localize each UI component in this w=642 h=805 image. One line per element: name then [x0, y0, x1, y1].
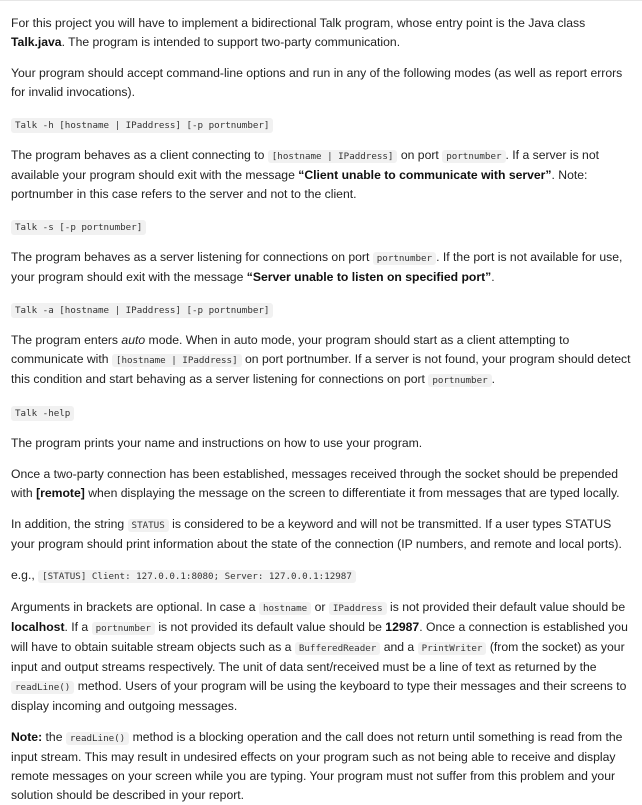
top-divider	[0, 0, 642, 1]
inline-code: BufferedReader	[295, 642, 380, 655]
status-example: e.g., [STATUS] Client: 127.0.0.1:8080; Server: 127.0.0.1:12987	[11, 566, 635, 586]
default-port: 12987	[385, 620, 420, 634]
remote-tag: [remote]	[36, 486, 85, 500]
client-description: The program behaves as a client connecting to [hostname | IPaddress] on port portnumber . If a server is not available your program should exit with the message “Client unable to communicate with server”. Note: portnumber in this case refers to the server and not to the client.	[11, 148, 599, 201]
inline-code: portnumber	[373, 252, 436, 265]
help-command-code: Talk -help	[11, 406, 74, 421]
auto-keyword: auto	[121, 333, 146, 347]
auto-description: The program enters auto mode. When in auto mode, your program should start as a client attempting to communicate with [hostname | IPaddress] on port portnumber. If a server is not found, your program should detect this condition and start behaving as a server listening for connections on port portnumber .	[11, 333, 631, 386]
server-command-code: Talk -s [-p portnumber]	[11, 220, 146, 235]
inline-code: STATUS	[128, 519, 169, 532]
help-command	[11, 402, 635, 422]
server-error-message: “Server unable to listen on specified port”	[246, 270, 492, 284]
server-command	[11, 216, 635, 236]
class-name: Talk.java	[11, 35, 62, 49]
inline-code: hostname	[259, 602, 311, 615]
inline-code: IPaddress	[329, 602, 387, 615]
client-command	[11, 114, 635, 134]
status-example-code: [STATUS] Client: 127.0.0.1:8080; Server: 127.0.0.1:12987	[38, 570, 356, 583]
client-command-code: Talk -h [hostname | IPaddress] [-p portnumber]	[11, 118, 273, 133]
inline-code: [hostname | IPaddress]	[112, 354, 242, 367]
assignment-document	[11, 14, 635, 805]
arguments-paragraph: Arguments in brackets are optional. In case a hostname or IPaddress is not provided their default value should be localhost. If a portnumber is not provided its default value should be 12987. Once a connection is established you will have to obtain suitable stream objects such as a BufferedReader and a PrintWriter (from the socket) as your input and output streams respectively. The unit of data sent/received must be a line of text as returned by the readLine() method. Users of your program will be using the keyboard to type their messages and their screens to display incoming and outgoing messages.	[11, 600, 628, 713]
help-description: The program prints your name and instructions on how to use your program.	[11, 436, 423, 450]
inline-code: readLine()	[66, 732, 129, 745]
remote-paragraph: Once a two-party connection has been established, messages received through the socket should be prepended with [remote] when displaying the message on the screen to differentiate it from messages that are typed locally.	[11, 467, 620, 500]
inline-code: PrintWriter	[418, 642, 487, 655]
auto-command-code: Talk -a [hostname | IPaddress] [-p portnumber]	[11, 303, 273, 318]
intro-paragraph: For this project you will have to implement a bidirectional Talk program, whose entry point is the Java class Talk.java. The program is intended to support two-party communication.	[11, 16, 586, 49]
options-paragraph: Your program should accept command-line options and run in any of the following modes (as well as report errors for invalid invocations).	[11, 66, 623, 99]
auto-command	[11, 299, 635, 319]
inline-code: portnumber	[92, 622, 155, 635]
note-label: Note:	[11, 730, 43, 744]
inline-code: [hostname | IPaddress]	[268, 150, 398, 163]
inline-code: portnumber	[428, 374, 491, 387]
client-error-message: “Client unable to communicate with server”	[298, 168, 552, 182]
status-paragraph: In addition, the string STATUS is considered to be a keyword and will not be transmitted. If a user types STATUS your program should print information about the state of the connection (IP numbers, and remote and local ports).	[11, 517, 622, 551]
server-description: The program behaves as a server listening for connections on port portnumber . If the port is not available for use, your program should exit with the message “Server unable to listen on specified port”.	[11, 250, 623, 284]
inline-code: readLine()	[11, 681, 74, 694]
note-paragraph: Note: the readLine() method is a blocking operation and the call does not return until something is read from the input stream. This may result in undesired effects on your program such as not being able to receive and display remote messages on your screen while you are typing. Your program must not suffer from this problem and your solution should be described in your report.	[11, 730, 623, 802]
default-host: localhost	[11, 620, 65, 634]
inline-code: portnumber	[442, 150, 505, 163]
